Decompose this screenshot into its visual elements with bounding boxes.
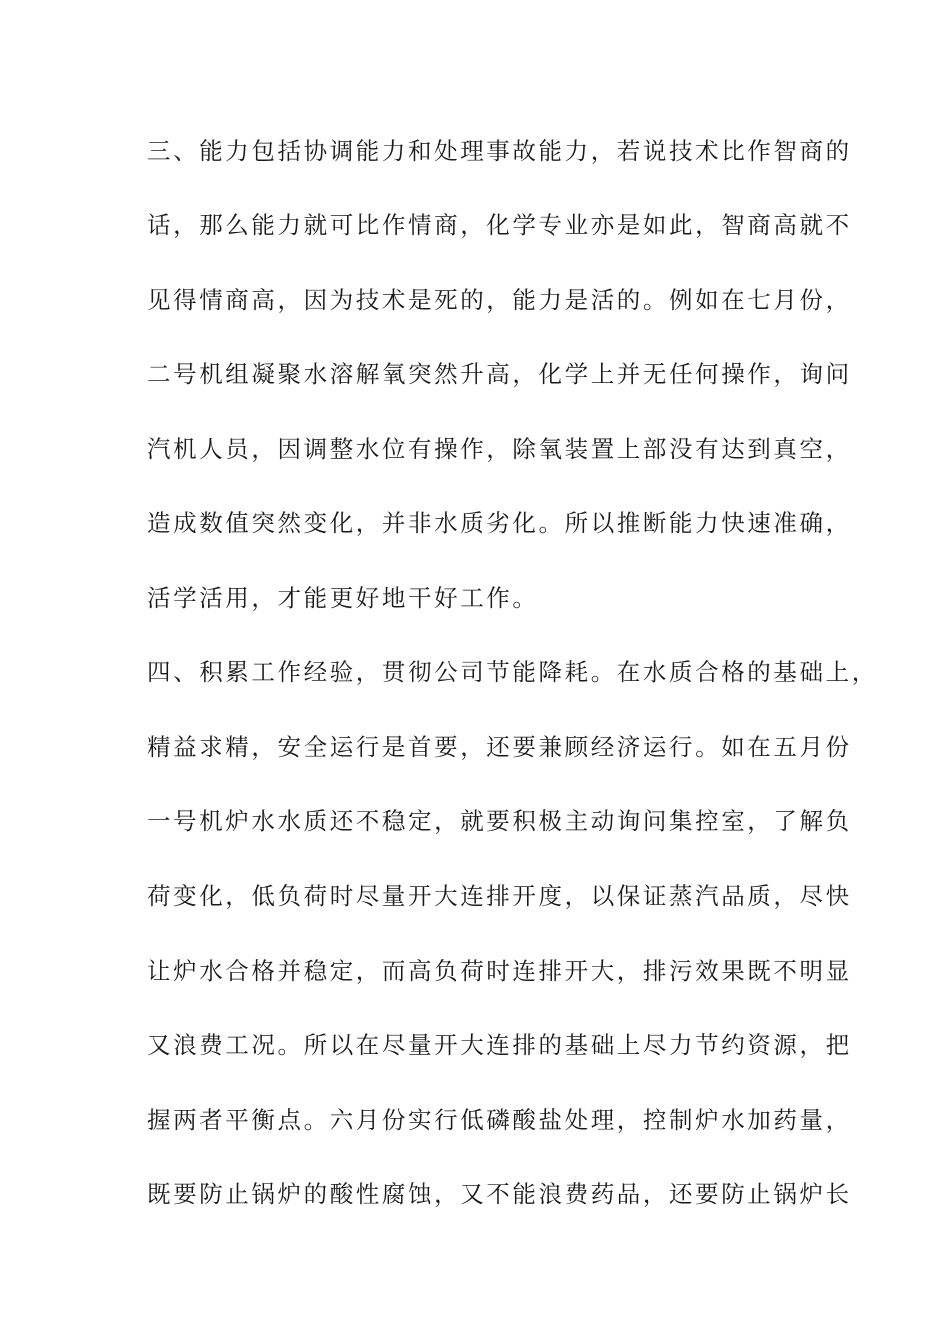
text-line: 话，那么能力就可比作情商，化学专业亦是如此，智商高就不: [147, 211, 852, 239]
text-line: 造成数值突然变化，并非水质劣化。所以推断能力快速准确，: [147, 509, 852, 537]
text-line: 荷变化，低负荷时尽量开大连排开度，以保证蒸汽品质，尽快: [147, 882, 852, 910]
text-line: 一号机炉水水质还不稳定，就要积极主动询问集控室，了解负: [147, 807, 852, 835]
text-line: 见得情商高，因为技术是死的，能力是活的。例如在七月份，: [147, 286, 852, 314]
text-line: 三、能力包括协调能力和处理事故能力，若说技术比作智商的: [147, 137, 852, 165]
text-line: 二号机组凝聚水溶解氧突然升高，化学上并无任何操作，询问: [147, 360, 852, 388]
text-line: 既要防止锅炉的酸性腐蚀，又不能浪费药品，还要防止锅炉长: [147, 1180, 852, 1208]
text-line: 让炉水合格并稳定，而高负荷时连排开大，排污效果既不明显: [147, 957, 852, 985]
text-line: 又浪费工况。所以在尽量开大连排的基础上尽力节约资源，把: [147, 1031, 852, 1059]
text-line: 活学活用，才能更好地干好工作。: [147, 584, 539, 612]
text-line: 四、积累工作经验，贯彻公司节能降耗。在水质合格的基础上，: [147, 658, 878, 686]
text-line: 握两者平衡点。六月份实行低磷酸盐处理，控制炉水加药量，: [147, 1106, 852, 1134]
text-line: 汽机人员，因调整水位有操作，除氧装置上部没有达到真空，: [147, 435, 852, 463]
text-line: 精益求精，安全运行是首要，还要兼顾经济运行。如在五月份: [147, 733, 852, 761]
